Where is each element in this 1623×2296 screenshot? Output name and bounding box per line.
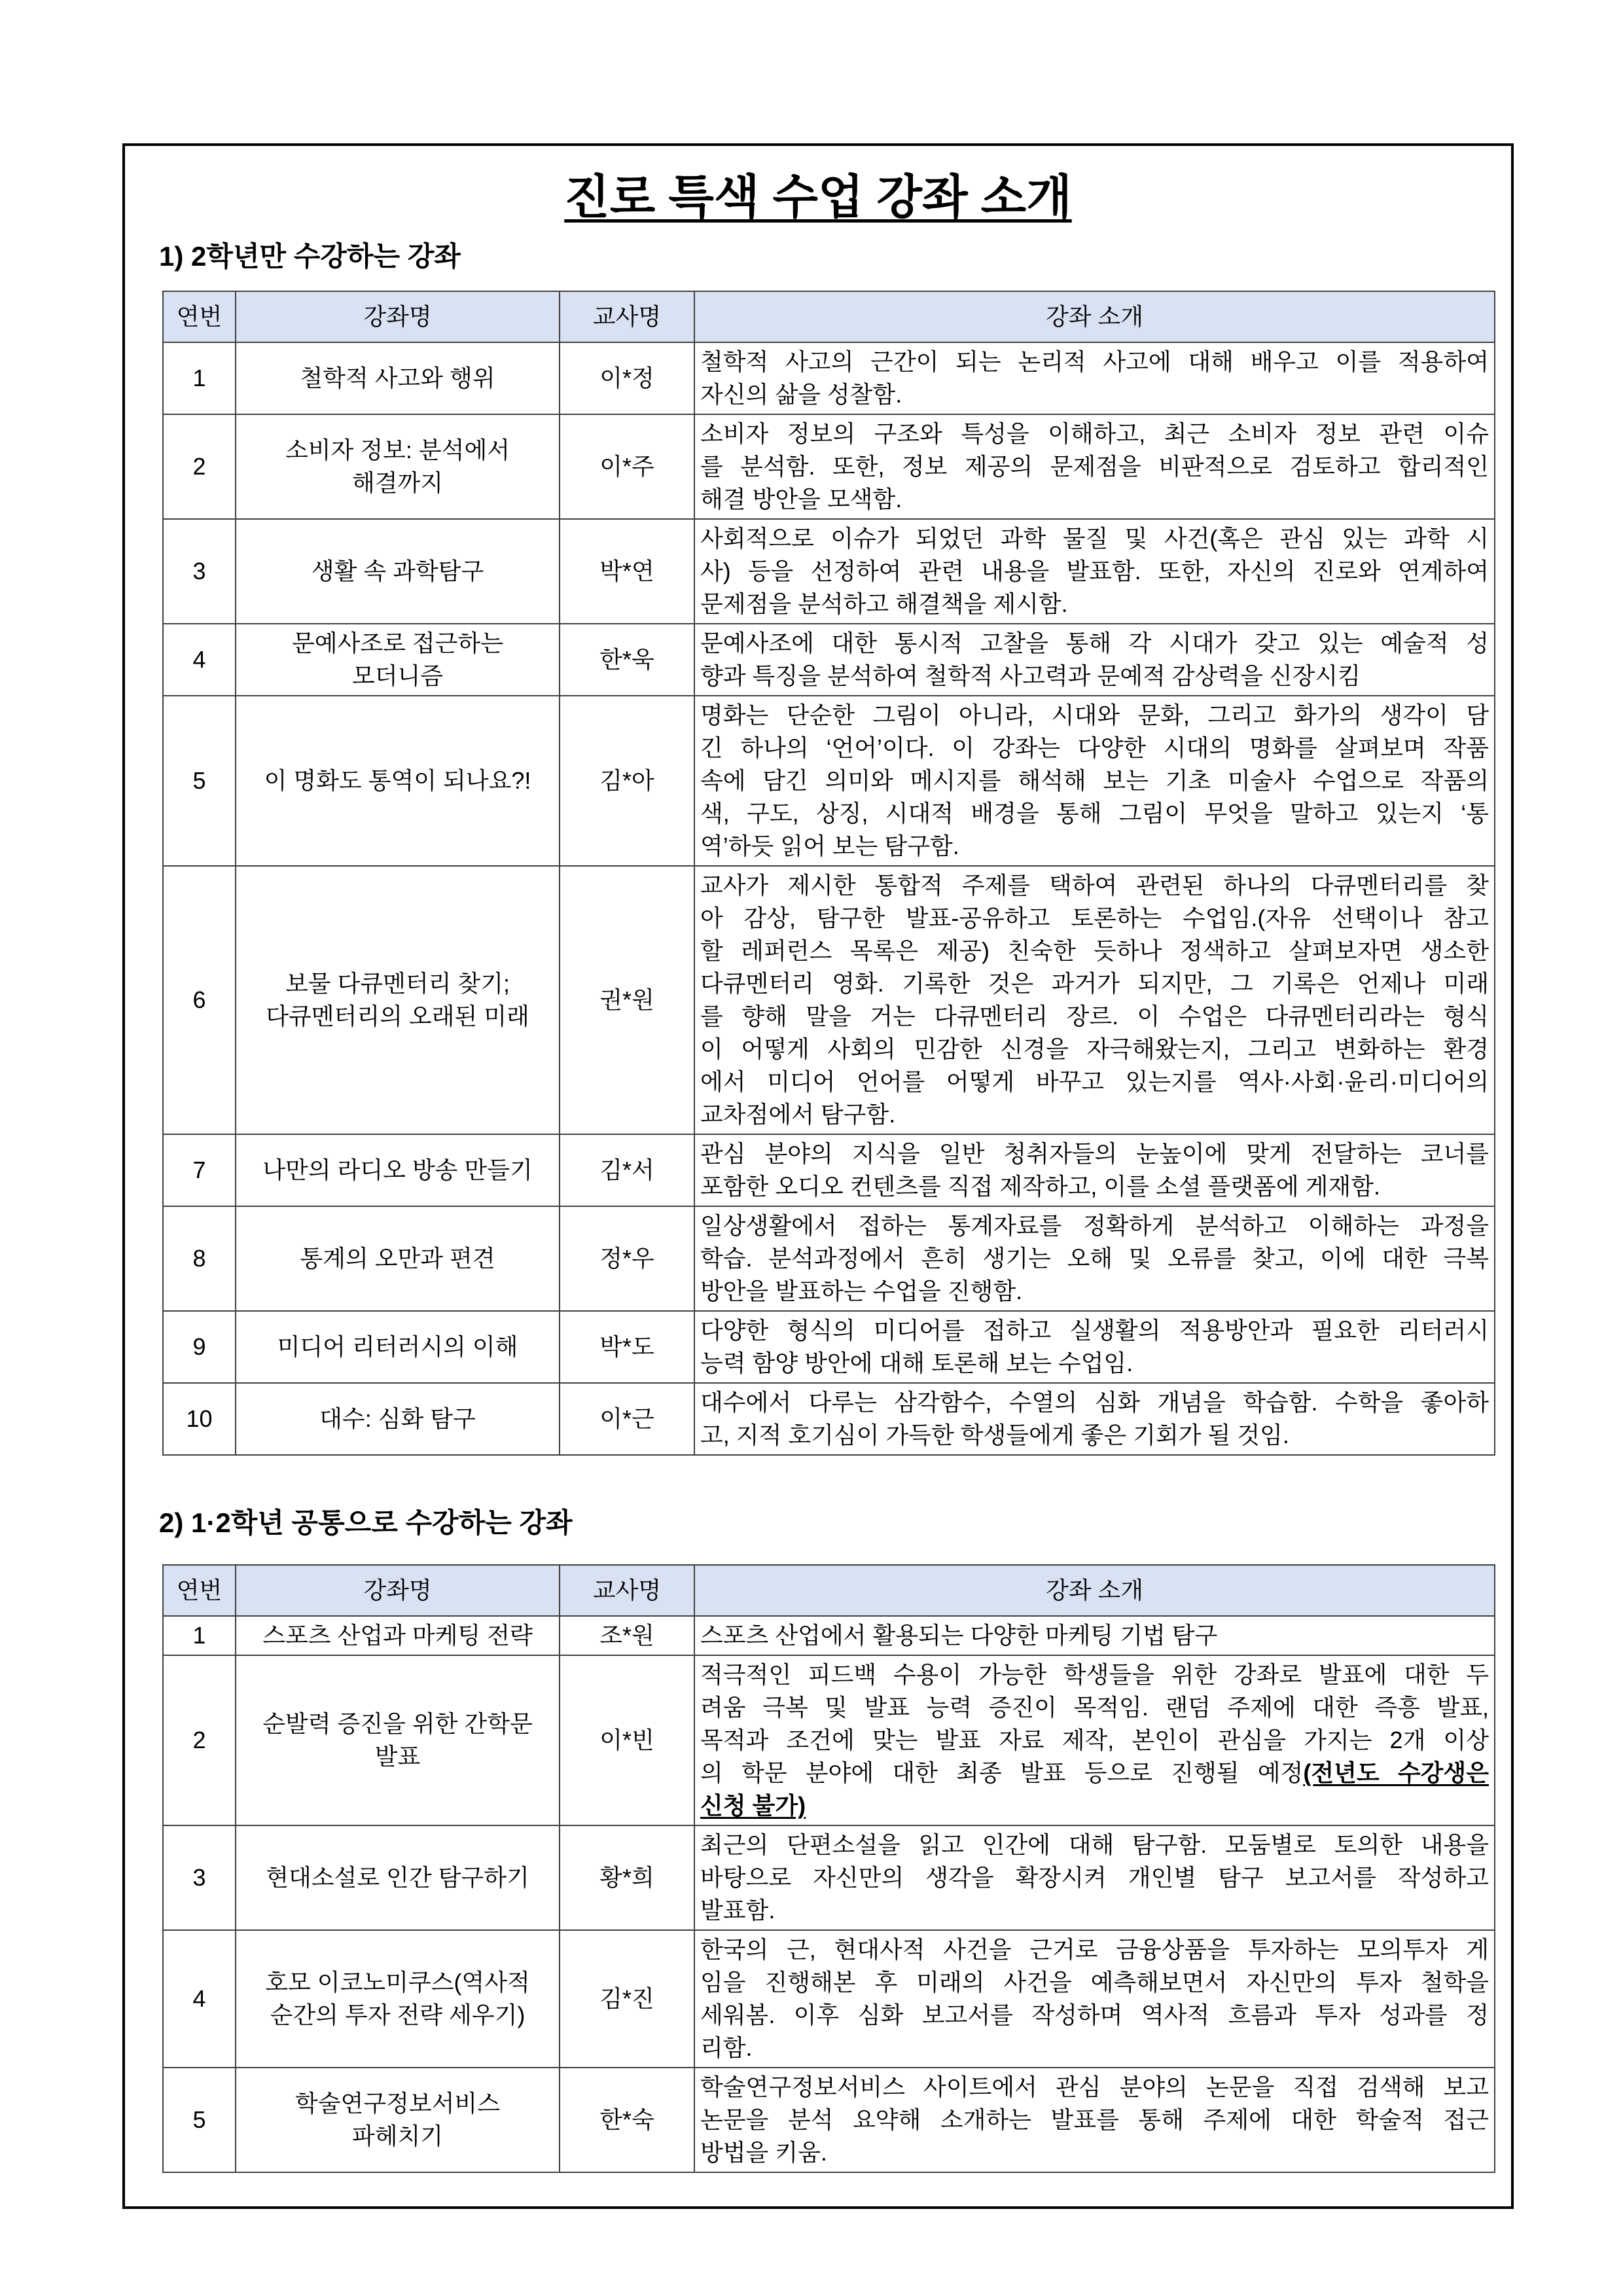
intro-line: 문제점을 분석하고 해결책을 제시함. [700, 590, 1068, 617]
course-name-line: 순발력 증진을 위한 간학문 [262, 1710, 533, 1737]
intro-line: 사) 등을 선정하여 관련 내용을 발표함. 또한, 자신의 진로와 연계하여 [700, 558, 1489, 584]
intro-line: 학술연구정보서비스 사이트에서 관심 분야의 논문을 직접 검색해 보고 [700, 2073, 1489, 2100]
intro-line: 관심 분야의 지식을 일반 청취자들의 눈높이에 맞게 전달하는 코너를 [700, 1140, 1489, 1167]
course-name-cell [236, 519, 560, 624]
course-number-cell: 10 [163, 1383, 236, 1455]
course-number-cell: 5 [163, 696, 236, 866]
course-number-cell: 7 [163, 1134, 236, 1206]
teacher-cell: 한*욱 [560, 624, 694, 696]
intro-line: 긴 하나의 ‘언어’이다. 이 강좌는 다양한 시대의 명화를 살펴보며 작품 [700, 734, 1489, 761]
course-name-line: 모더니즘 [351, 662, 444, 689]
intro-line: 포함한 오디오 컨텐츠를 직접 제작하고, 이를 소셜 플랫폼에 게재함. [700, 1173, 1380, 1200]
teacher-cell: 정*우 [560, 1206, 694, 1311]
course-name-line: 학술연구정보서비스 [295, 2090, 500, 2117]
course-number-cell: 9 [163, 1311, 236, 1383]
course-intro-cell [694, 1134, 1495, 1206]
intro-line: 학습. 분석과정에서 흔히 생기는 오해 및 오류를 찾고, 이에 대한 극복 [700, 1245, 1489, 1272]
course-name-cell [236, 1383, 560, 1455]
course-name-cell [236, 696, 560, 866]
table-header [163, 1565, 1495, 1616]
intro-line: 능력 함양 방안에 대해 토론해 보는 수업임. [700, 1350, 1133, 1376]
teacher-cell: 한*숙 [560, 2068, 694, 2172]
course-intro-cell [694, 1383, 1495, 1455]
teacher-cell: 이*빈 [560, 1655, 694, 1825]
intro-line: 교차점에서 탐구함. [700, 1101, 896, 1128]
intro-line: 할 레퍼런스 목록은 제공) 친숙한 듯하나 정색하고 살펴보자면 생소한 [700, 937, 1489, 964]
table-body [163, 342, 1495, 1455]
intro-line: 해결 방안을 모색함. [700, 486, 902, 512]
table-row [163, 1655, 1495, 1825]
intro-line: 교사가 제시한 통합적 주제를 택하여 관련된 하나의 다큐멘터리를 찾 [700, 872, 1489, 899]
course-number-cell: 8 [163, 1206, 236, 1311]
course-intro-cell [694, 1655, 1495, 1825]
intro-line: 임을 진행해본 후 미래의 사건을 예측해보면서 자신만의 투자 철학을 [700, 1969, 1489, 1996]
course-name-cell [236, 1311, 560, 1383]
intro-line: 최근의 단편소설을 읽고 인간에 대해 탐구함. 모둠별로 토의한 내용을 [700, 1831, 1489, 1858]
course-name-line: 호모 이코노미쿠스(역사적 [265, 1969, 530, 1996]
course-name-line: 다큐멘터리의 오래된 미래 [266, 1003, 529, 1030]
table-row [163, 624, 1495, 696]
intro-line: 방법을 키움. [700, 2139, 827, 2166]
course-intro-cell [694, 1311, 1495, 1383]
emphasized-text: 신청 불가) [700, 1792, 806, 1819]
header-introduction: 강좌 소개 [694, 291, 1495, 342]
intro-line [700, 1757, 1489, 1789]
course-number-cell: 1 [163, 342, 236, 414]
intro-line: 한국의 근, 현대사적 사건을 근거로 금융상품을 투자하는 모의투자 게 [700, 1936, 1489, 1963]
course-name-cell [236, 624, 560, 696]
table-row [163, 1206, 1495, 1311]
course-table-common [162, 1564, 1495, 2173]
teacher-cell: 이*주 [560, 414, 694, 519]
header-teacher: 교사명 [560, 1565, 694, 1616]
course-name-cell [236, 1930, 560, 2068]
table-row [163, 414, 1495, 519]
intro-line: 바탕으로 자신만의 생각을 확장시켜 개인별 탐구 보고서를 작성하고 [700, 1864, 1489, 1891]
intro-line: 일상생활에서 접하는 통계자료를 정확하게 분석하고 이해하는 과정을 [700, 1212, 1489, 1239]
intro-line: 다양한 형식의 미디어를 접하고 실생활의 적용방안과 필요한 리터러시 [700, 1317, 1489, 1344]
course-name-line: 현대소설로 인간 탐구하기 [266, 1864, 529, 1891]
section-heading-grade2-only: 1) 2학년만 수강하는 강좌 [159, 241, 461, 272]
course-intro-cell [694, 696, 1495, 866]
table-row [163, 1134, 1495, 1206]
course-intro-cell [694, 1825, 1495, 1930]
table-header-row [163, 291, 1495, 342]
course-number-cell: 1 [163, 1616, 236, 1655]
course-name-cell [236, 1206, 560, 1311]
course-intro-cell [694, 1930, 1495, 2068]
intro-line: 아 감상, 탐구한 발표-공유하고 토론하는 수업임.(자유 선택이나 참고 [700, 905, 1489, 931]
course-table-grade2-only [162, 291, 1495, 1456]
intro-line: 를 분석함. 또한, 정보 제공의 문제점을 비판적으로 검토하고 합리적인 [700, 453, 1489, 480]
course-name-line: 보물 다큐멘터리 찾기; [285, 970, 510, 997]
course-number-cell: 3 [163, 519, 236, 624]
course-name-line: 미디어 리터러시의 이해 [277, 1333, 518, 1360]
course-name-cell [236, 1616, 560, 1655]
header-course-name: 강좌명 [236, 291, 560, 342]
teacher-cell: 조*원 [560, 1616, 694, 1655]
teacher-cell: 김*진 [560, 1930, 694, 2068]
section-heading-common: 2) 1·2학년 공통으로 수강하는 강좌 [159, 1507, 573, 1538]
intro-line: 속에 담긴 의미와 메시지를 해석해 보는 기초 미술사 수업으로 작품의 [700, 767, 1489, 794]
course-name-line: 해결까지 [351, 469, 444, 496]
course-name-line: 문예사조로 접근하는 [292, 630, 503, 656]
header-number: 연번 [163, 1565, 236, 1616]
course-name-cell [236, 866, 560, 1134]
course-name-cell [236, 1134, 560, 1206]
course-number-cell: 3 [163, 1825, 236, 1930]
course-intro-cell [694, 866, 1495, 1134]
intro-line: 목적과 조건에 맞는 발표 자료 제작, 본인이 관심을 가지는 2개 이상 [700, 1727, 1489, 1753]
intro-line: 발표함. [700, 1897, 776, 1924]
intro-line: 명화는 단순한 그림이 아니라, 시대와 문화, 그리고 화가의 생각이 담 [700, 702, 1489, 728]
intro-line: 를 향해 말을 거는 다큐멘터리 장르. 이 수업은 다큐멘터리라는 형식 [700, 1003, 1489, 1030]
header-introduction: 강좌 소개 [694, 1565, 1495, 1616]
intro-line: 이 어떻게 사회의 민감한 신경을 자극해왔는지, 그리고 변화하는 환경 [700, 1035, 1489, 1062]
intro-line: 스포츠 산업에서 활용되는 다양한 마케팅 기법 탐구 [700, 1622, 1218, 1649]
intro-line [700, 1789, 1489, 1822]
course-intro-cell [694, 1206, 1495, 1311]
course-intro-cell [694, 1616, 1495, 1655]
course-name-cell [236, 2068, 560, 2172]
table-body [163, 1616, 1495, 2172]
intro-line: 다큐멘터리 영화. 기록한 것은 과거가 되지만, 그 기록은 언제나 미래 [700, 970, 1489, 997]
table-row [163, 1616, 1495, 1655]
course-name-cell [236, 342, 560, 414]
intro-line: 세워봄. 이후 심화 보고서를 작성하며 역사적 흐름과 투자 성과를 정 [700, 2001, 1489, 2028]
course-name-line: 소비자 정보: 분석에서 [285, 437, 510, 463]
teacher-cell: 이*근 [560, 1383, 694, 1455]
course-name-line: 생활 속 과학탐구 [311, 558, 484, 584]
course-name-line: 대수: 심화 탐구 [319, 1405, 476, 1432]
table-row [163, 1825, 1495, 1930]
intro-line: 문예사조에 대한 통시적 고찰을 통해 각 시대가 갖고 있는 예술적 성 [700, 630, 1489, 656]
intro-text: 의 학문 분야에 대한 최종 발표 등으로 진행될 예정 [700, 1759, 1304, 1786]
intro-line: 사회적으로 이슈가 되었던 과학 물질 및 사건(혹은 관심 있는 과학 시 [700, 525, 1489, 552]
header-course-name: 강좌명 [236, 1565, 560, 1616]
teacher-cell: 박*연 [560, 519, 694, 624]
table-row [163, 519, 1495, 624]
intro-line: 고, 지적 호기심이 가득한 학생들에게 좋은 기회가 될 것임. [700, 1422, 1289, 1448]
intro-line: 적극적인 피드백 수용이 가능한 학생들을 위한 강좌로 발표에 대한 두 [700, 1661, 1489, 1688]
table-row [163, 1311, 1495, 1383]
intro-line: 역’하듯 읽어 보는 탐구함. [700, 833, 959, 859]
intro-line: 자신의 삶을 성찰함. [700, 381, 902, 408]
course-intro-cell [694, 624, 1495, 696]
table-header [163, 291, 1495, 342]
teacher-cell: 김*서 [560, 1134, 694, 1206]
table-row [163, 1383, 1495, 1455]
course-number-cell: 5 [163, 2068, 236, 2172]
intro-line: 색, 구도, 상징, 시대적 배경을 통해 그림이 무엇을 말하고 있는지 ‘통 [700, 800, 1489, 827]
intro-line: 소비자 정보의 구조와 특성을 이해하고, 최근 소비자 정보 관련 이슈 [700, 420, 1489, 447]
course-name-cell [236, 1655, 560, 1825]
course-number-cell: 4 [163, 624, 236, 696]
intro-line: 려움 극복 및 발표 능력 증진이 목적임. 랜덤 주제에 대한 즉흥 발표, [700, 1694, 1489, 1721]
course-name-line: 순간의 투자 전략 세우기) [270, 2001, 526, 2028]
course-name-cell [236, 414, 560, 519]
table-row [163, 696, 1495, 866]
table-row [163, 2068, 1495, 2172]
course-number-cell: 2 [163, 1655, 236, 1825]
course-number-cell: 6 [163, 866, 236, 1134]
intro-line: 방안을 발표하는 수업을 진행함. [700, 1278, 1023, 1304]
teacher-cell: 황*희 [560, 1825, 694, 1930]
intro-line: 리함. [700, 2034, 753, 2061]
table-row [163, 342, 1495, 414]
course-name-line: 통계의 오만과 편견 [300, 1245, 495, 1272]
intro-line: 철학적 사고의 근간이 되는 논리적 사고에 대해 배우고 이를 적용하여 [700, 348, 1489, 375]
header-teacher: 교사명 [560, 291, 694, 342]
teacher-cell: 김*아 [560, 696, 694, 866]
teacher-cell: 권*원 [560, 866, 694, 1134]
course-name-line: 이 명화도 통역이 되나요?! [264, 767, 531, 794]
course-number-cell: 4 [163, 1930, 236, 2068]
intro-line: 에서 미디어 언어를 어떻게 바꾸고 있는지를 역사·사회·윤리·미디어의 [700, 1068, 1489, 1095]
course-intro-cell [694, 519, 1495, 624]
table-row [163, 1930, 1495, 2068]
course-name-line: 파헤치기 [351, 2123, 444, 2149]
course-name-cell [236, 1825, 560, 1930]
table-header-row [163, 1565, 1495, 1616]
page-title-text: 진로 특색 수업 강좌 소개 [564, 171, 1072, 224]
table-row [163, 866, 1495, 1134]
page-title [122, 168, 1514, 228]
emphasized-text: (전년도 수강생은 [1303, 1759, 1489, 1786]
course-name-line: 발표 [374, 1743, 421, 1770]
course-number-cell: 2 [163, 414, 236, 519]
course-name-line: 나만의 라디오 방송 만들기 [262, 1157, 533, 1183]
course-intro-cell [694, 342, 1495, 414]
header-number: 연번 [163, 291, 236, 342]
teacher-cell: 박*도 [560, 1311, 694, 1383]
course-intro-cell [694, 2068, 1495, 2172]
intro-line: 대수에서 다루는 삼각함수, 수열의 심화 개념을 학습함. 수학을 좋아하 [700, 1389, 1489, 1416]
intro-line: 논문을 분석 요약해 소개하는 발표를 통해 주제에 대한 학술적 접근 [700, 2106, 1489, 2133]
course-intro-cell [694, 414, 1495, 519]
course-name-line: 철학적 사고와 행위 [300, 365, 495, 391]
intro-line: 향과 특징을 분석하여 철학적 사고력과 문예적 감상력을 신장시킴 [700, 662, 1361, 689]
teacher-cell: 이*정 [560, 342, 694, 414]
course-name-line: 스포츠 산업과 마케팅 전략 [262, 1622, 533, 1649]
